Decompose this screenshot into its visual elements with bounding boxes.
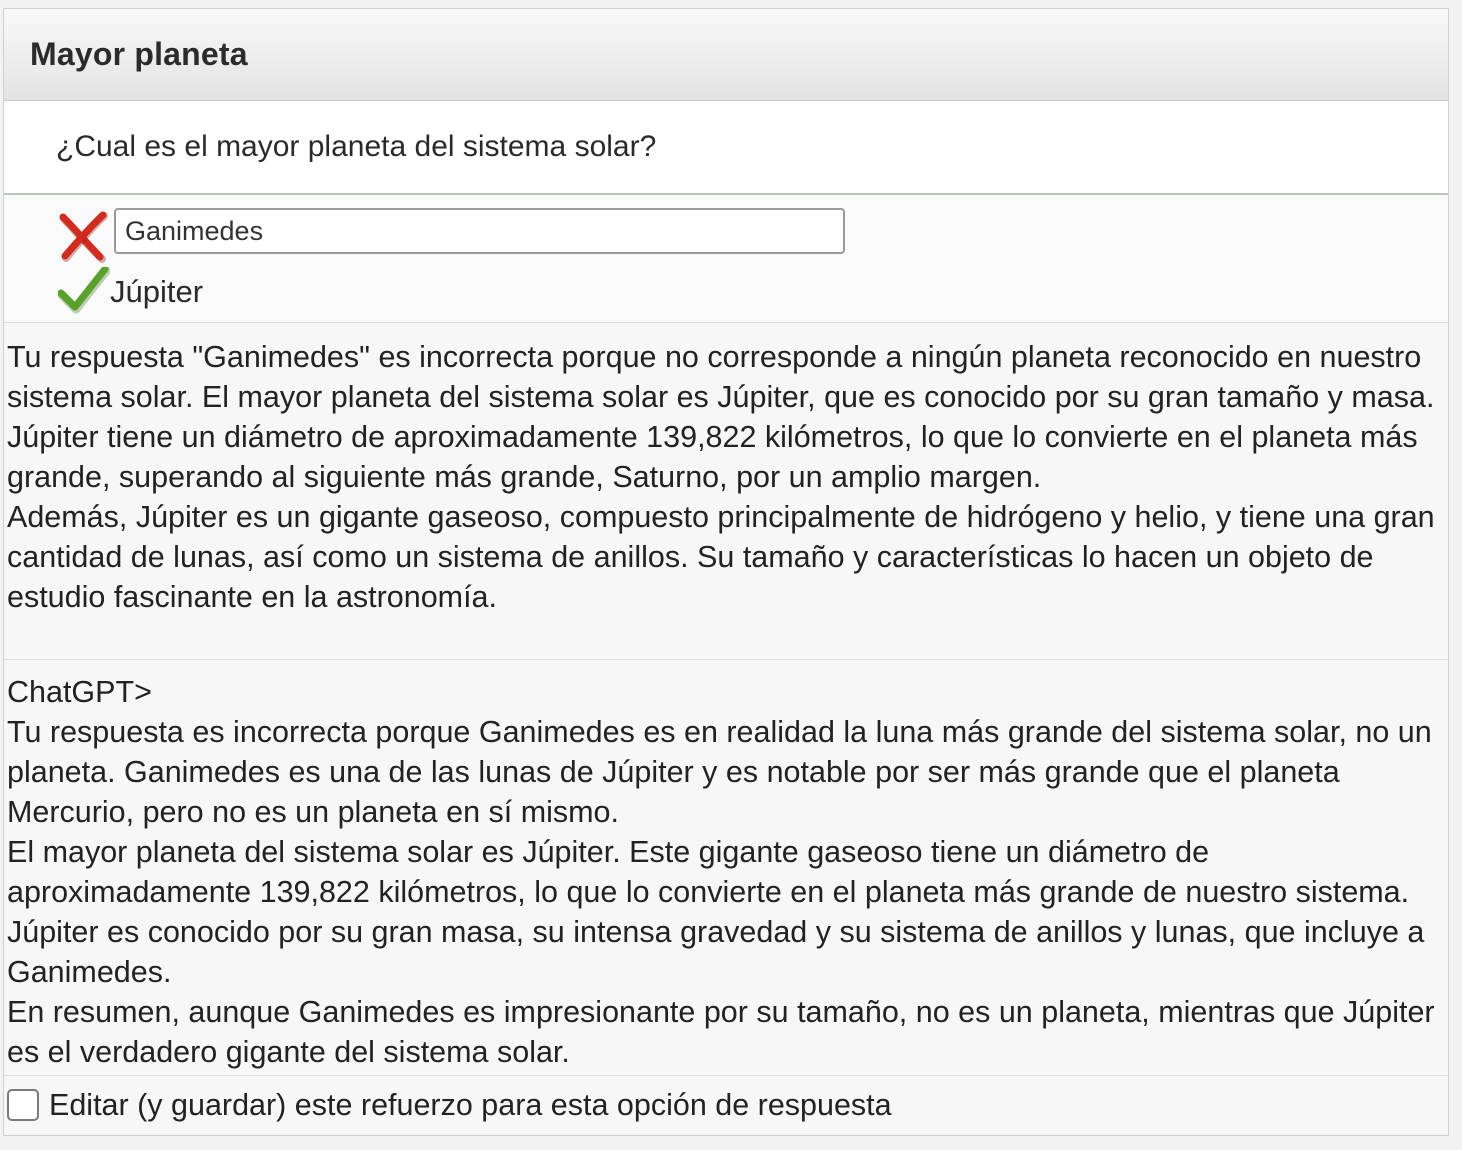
green-check-icon [58,267,110,317]
answer-input[interactable] [114,208,845,254]
quiz-feedback-panel [3,8,1449,1136]
chatgpt-feedback [4,660,1448,1076]
correct-answer-row [58,267,203,317]
answer-block [4,195,1448,323]
feedback-paragraph: Además, Júpiter es un gigante gaseoso, compuesto principalmente de hidrógeno y helio, y tiene una gran cantidad de lunas, así como un sistema de anillos. Su tamaño y características lo hacen un objeto de estudio fascinante en la astronomía. [7,500,1435,614]
chatgpt-paragraph: El mayor planeta del sistema solar es Júpiter. Este gigante gaseoso tiene un diámetro de aproximadamente 139,822 kilómetros, lo que lo convierte en el planeta más grande de nuestro sistema. Júpiter es conocido por su gran masa, su intensa gravedad y su sistema de anillos y lunas, que incluye a Ganimedes. [7,835,1425,989]
chatgpt-prefix: ChatGPT> [7,675,152,709]
edit-option-row [4,1076,1448,1134]
question-text: ¿Cual es el mayor planeta del sistema solar? [4,101,1448,195]
question-title: Mayor planeta [30,36,248,72]
panel-header [4,9,1448,101]
chatgpt-paragraph: En resumen, aunque Ganimedes es impresionante por su tamaño, no es un planeta, mientras que Júpiter es el verdadero gigante del sistema solar. [7,995,1435,1069]
feedback-paragraph: Tu respuesta "Ganimedes" es incorrecta porque no corresponde a ningún planeta reconocido en nuestro sistema solar. El mayor planeta del sistema solar es Júpiter, que es conocido por su gran tamaño y masa. Júpiter tiene un diámetro de aproximadamente 139,822 kilómetros, lo que lo convierte en el planeta más grande, superando al siguiente más grande, Saturno, por un amplio margen. [7,340,1435,494]
correct-answer-label: Júpiter [110,274,204,309]
chatgpt-paragraph: Tu respuesta es incorrecta porque Ganimedes es en realidad la luna más grande del sistema solar, no un planeta. Ganimedes es una de las lunas de Júpiter y es notable por ser más grande que el planeta Mercurio, pero no es un planeta en sí mismo. [7,715,1432,829]
red-x-icon [58,211,110,263]
feedback-text [4,323,1448,660]
edit-checkbox[interactable] [7,1089,39,1121]
edit-checkbox-label[interactable]: Editar (y guardar) este refuerzo para esta opción de respuesta [49,1087,892,1122]
